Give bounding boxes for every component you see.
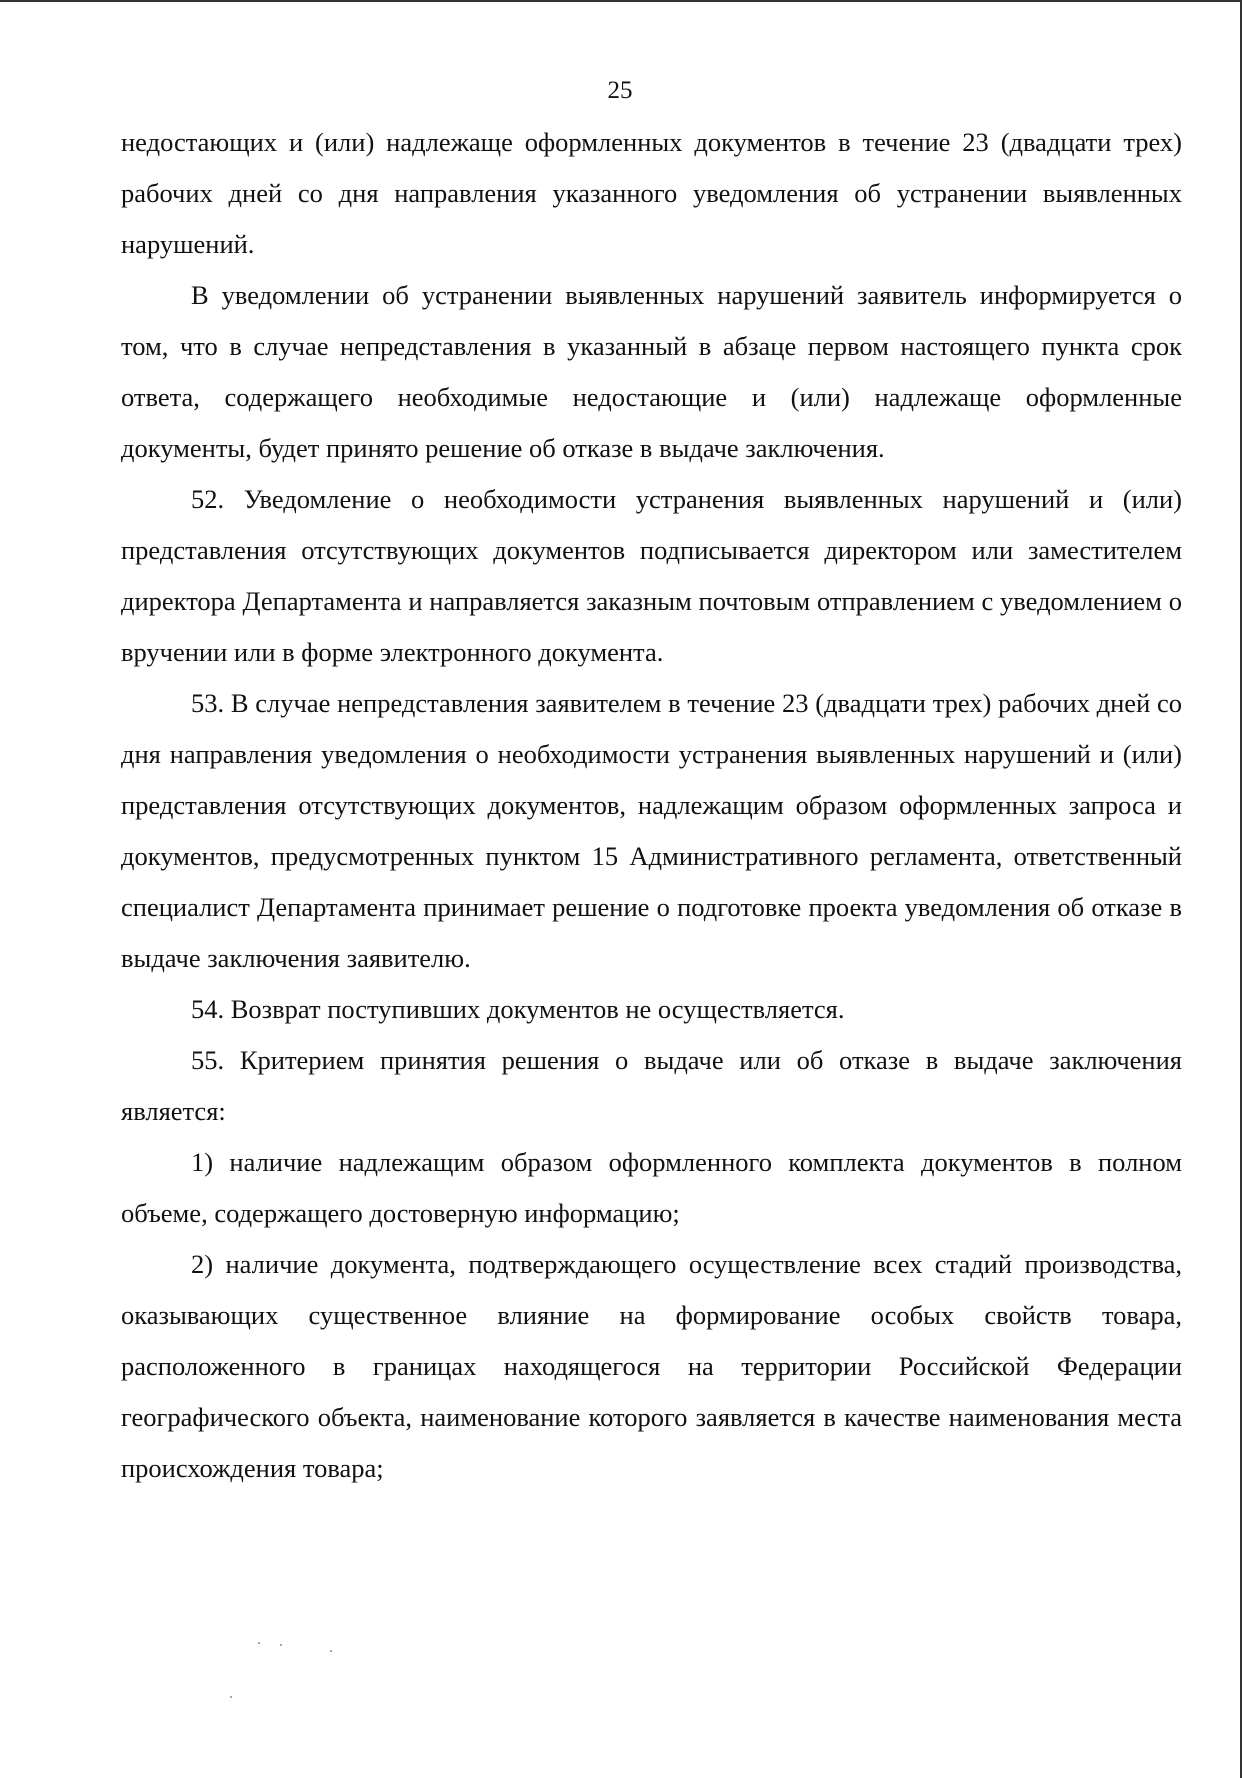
paragraph-item-53: 53. В случае непредставления заявителем в течение 23 (двадцати трех) рабочих дней со дня направления уведомления о необходимости устранения выявленных нарушений и (или) представления отсутствующих документов, надлежащим образом оформленных запроса и документов, предусмотренных пунктом 15 Административного регламента, ответственный специалист Департамента принимает решение о подготовке проекта уведомления об отказе в выдаче заключения заявителю. bbox=[121, 688, 1182, 973]
scan-speck bbox=[280, 1644, 282, 1646]
paragraph-criterion-2: 2) наличие документа, подтверждающего осуществление всех стадий производства, оказывающих существенное влияние на формирование особых свойств товара, расположенного в границах находящегося на территории Российской Федерации географического объекта, наименование которого заявляется в качестве наименования места происхождения товара; bbox=[121, 1249, 1182, 1483]
paragraph-continuation: недостающих и (или) надлежаще оформленных документов в течение 23 (двадцати трех) рабочих дней со дня направления указанного уведомления об устранении выявленных нарушений. bbox=[121, 127, 1182, 259]
paragraph-item-55: 55. Критерием принятия решения о выдаче или об отказе в выдаче заключения является: bbox=[121, 1045, 1182, 1126]
scan-speck bbox=[258, 1642, 260, 1644]
scan-speck bbox=[330, 1650, 332, 1652]
paragraph-item-52: 52. Уведомление о необходимости устранения выявленных нарушений и (или) представления отсутствующих документов подписывается директором или заместителем директора Департамента и направляется заказным почтовым отправлением с уведомлением о вручении или в форме электронного документа. bbox=[121, 484, 1182, 667]
page-number: 25 bbox=[607, 77, 633, 104]
paragraph-notice-content: В уведомлении об устранении выявленных нарушений заявитель информируется о том, что в случае непредставления в указанный в абзаце первом настоящего пункта срок ответа, содержащего необходимые недостающие и (или) надлежаще оформленные документы, будет принято решение об отказе в выдаче заключения. bbox=[121, 280, 1182, 463]
document-body bbox=[121, 117, 1182, 1494]
scan-speck bbox=[230, 1696, 232, 1698]
paragraph-item-54: 54. Возврат поступивших документов не осуществляется. bbox=[191, 994, 845, 1024]
paragraph-criterion-1: 1) наличие надлежащим образом оформленного комплекта документов в полном объеме, содержащего достоверную информацию; bbox=[121, 1147, 1182, 1228]
